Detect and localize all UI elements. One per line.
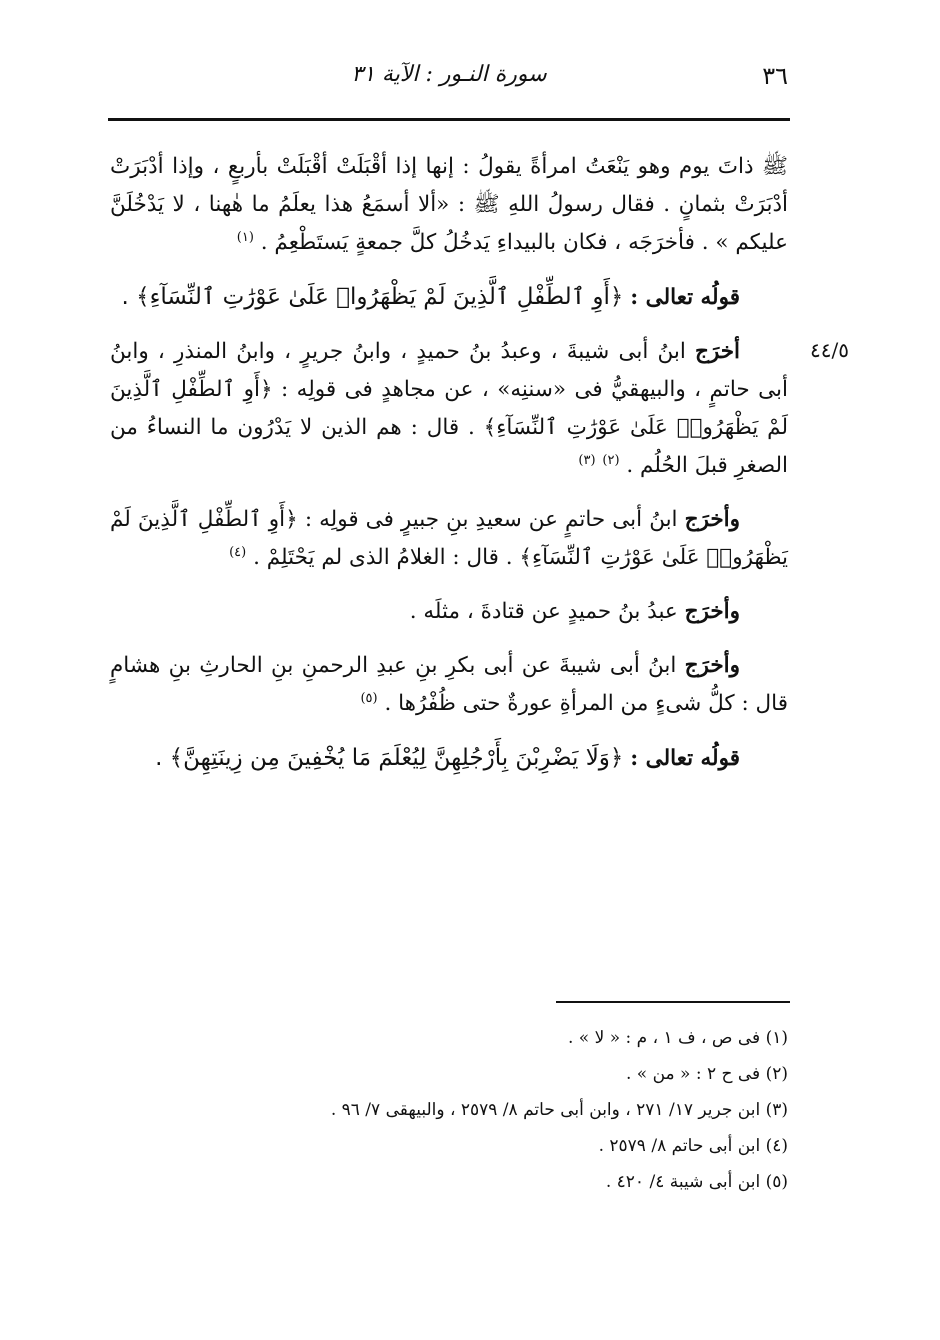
footnote-rule (556, 1001, 790, 1003)
paragraph-lead: قولُه تعالى : (630, 285, 740, 310)
margin-reference: ٤٤/٥ (810, 338, 849, 362)
footnote-5: (٥) ابن أبى شيبة ٤/ ٤٢٠ . (605, 1172, 788, 1192)
footnote-1: (١) فى ص ، ف ١ ، م : « لا » . (568, 1028, 788, 1048)
footnote-marker: (٣) (578, 452, 596, 468)
footnote-marker: (٥) (360, 690, 378, 706)
paragraph-text: ابنُ أبى شيبةَ ، وعبدُ بنُ حميدٍ ، وابنُ جريرٍ ، وابنُ المنذرِ ، وابنُ أبى حاتمٍ ، والبيهقيُّ فى «سننِه» ، عن مجاهدٍ فى قولِه : ﴿أَوِ ٱلطِّفْلِ ٱلَّذِينَ لَمْ يَظْهَرُوا۟ عَلَىٰ عَوْرَٰتِ ٱلنِّسَآءِ﴾ . قال : هم الذين لا يَدْرُون ما النساءُ من الصغرِ قبلَ الحُلُم . (110, 339, 788, 478)
footnote-2: (٢) فى ح ٢ : « من » . (625, 1064, 788, 1084)
paragraph-text: ابنُ أبى شيبةَ عن أبى بكرِ بنِ عبدِ الرحمنِ بنِ الحارثِ بنِ هشامٍ قال : كلُّ شىءٍ من المرأةِ عورةٌ حتى ظُفْرُها . (110, 653, 788, 716)
footnote-3: (٣) ابن جرير ١٧/ ٢٧١ ، وابن أبى حاتم ٨/ ٢٥٧٩ ، والبيهقى ٧/ ٩٦ . (330, 1100, 788, 1120)
running-title: سورة النـور : الآية ٣١ (351, 62, 547, 87)
footnotes (110, 1020, 788, 1200)
page-header (110, 62, 788, 102)
paragraph-text: ابنُ أبى حاتمٍ عن سعيدِ بنِ جبيرٍ فى قولِه : ﴿أَوِ ٱلطِّفْلِ ٱلَّذِينَ لَمْ يَظْهَرُوا۟ عَلَىٰ عَوْرَٰتِ ٱلنِّسَآءِ﴾ . قال : الغلامُ الذى لم يَحْتَلِمْ . (110, 507, 788, 570)
paragraph-lead: أخرَج (694, 339, 740, 364)
paragraph-lead: وأخرَج (684, 507, 740, 532)
footnote-marker: (٤) (229, 544, 247, 560)
paragraph-5 (110, 593, 788, 631)
paragraph-1 (110, 148, 788, 262)
quran-verse: ﴿أَوِ ٱلطِّفْلِ ٱلَّذِينَ لَمْ يَظْهَرُوا۟ عَلَىٰ عَوْرَٰتِ ٱلنِّسَآءِ﴾ . (121, 284, 624, 310)
paragraph-lead: وأخرَج (684, 653, 740, 678)
page-number: ٣٦ (762, 62, 788, 90)
paragraph-6 (110, 647, 788, 723)
footnote-marker: (٢) (602, 452, 620, 468)
paragraph-lead: وأخرَج (684, 599, 740, 624)
footnote-4: (٤) ابن أبى حاتم ٨/ ٢٥٧٩ . (598, 1136, 788, 1156)
paragraph-4 (110, 501, 788, 577)
paragraph-3 (110, 333, 788, 485)
main-text (110, 148, 788, 794)
paragraph-text: عبدُ بنُ حميدٍ عن قتادةَ ، مثلَه . (409, 599, 678, 624)
paragraph-2 (110, 278, 788, 317)
footnote-marker: (١) (236, 229, 254, 245)
quran-verse: ﴿وَلَا يَضْرِبْنَ بِأَرْجُلِهِنَّ لِيُعْلَمَ مَا يُخْفِينَ مِن زِينَتِهِنَّ﴾ . (155, 745, 624, 771)
header-rule (108, 118, 790, 121)
paragraph-7 (110, 739, 788, 778)
paragraph-text: ﷺ ذاتَ يوم وهو يَنْعَتُ امرأةً يقولُ : إنها إذا أقْبَلَتْ أقْبَلَتْ بأربعٍ ، وإذا أدْبَرَتْ أدْبَرَتْ بثمانٍ . فقال رسولُ اللهِ ﷺ : «ألا أسمَعُ هذا يعلَمُ ما هٰهنا ، لا يَدْخُلَنَّ عليكم » . فأخرَجَه ، فكان بالبيداءِ يَدخُلُ كلَّ جمعةٍ يَستَطْعِمُ . (110, 154, 788, 255)
paragraph-lead: قولُه تعالى : (630, 746, 740, 771)
